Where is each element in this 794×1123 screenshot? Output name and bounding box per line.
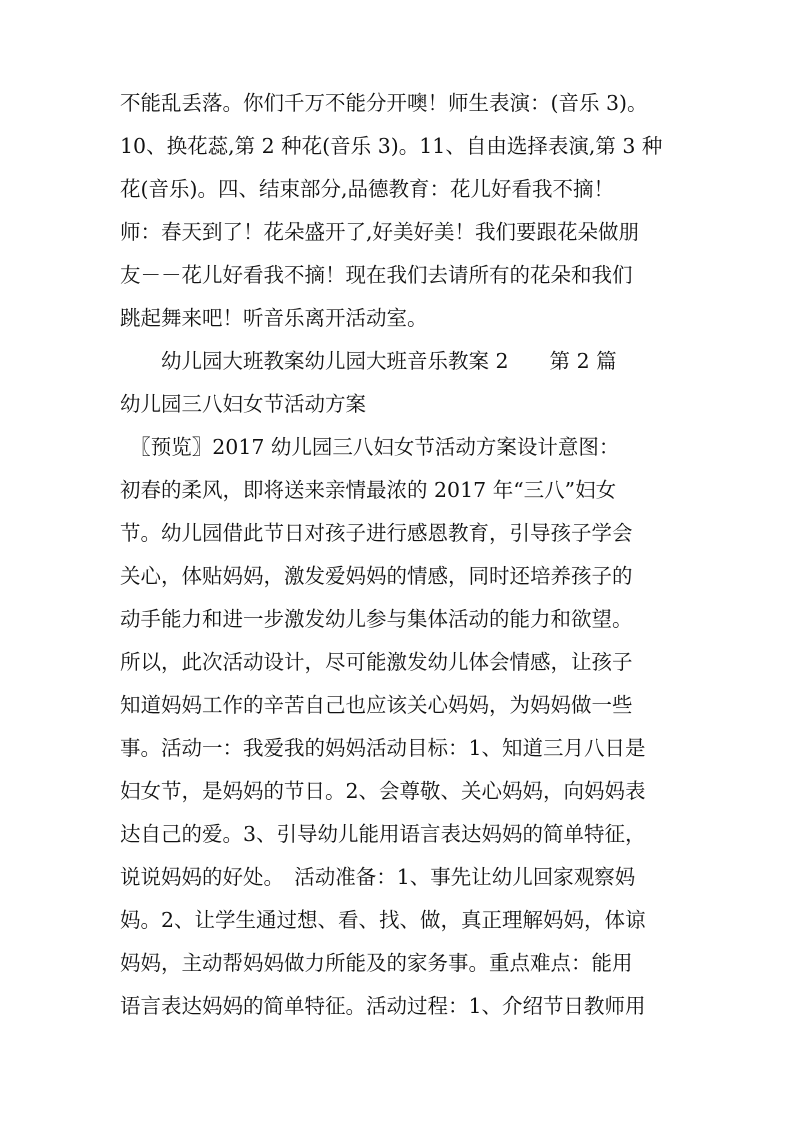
text-line: 知道妈妈工作的辛苦自己也应该关心妈妈，为妈妈做一些 xyxy=(120,693,633,717)
section-heading: 幼儿园大班教案幼儿园大班音乐教案 2 第 2 篇 xyxy=(120,349,617,373)
text-line: 10、换花蕊,第 2 种花(音乐 3)。11、自由选择表演,第 3 种 xyxy=(120,134,663,158)
text-line: 妈。2、让学生通过想、看、找、做，真正理解妈妈，体谅 xyxy=(120,908,646,932)
text-line: 不能乱丢落。你们千万不能分开噢！师生表演：(音乐 3)。 xyxy=(120,91,648,115)
text-line: 所以，此次活动设计，尽可能激发幼儿体会情感，让孩子 xyxy=(120,650,633,674)
text-line: 跳起舞来吧！听音乐离开活动室。 xyxy=(120,306,428,330)
text-line: 节。幼儿园借此节日对孩子进行感恩教育，引导孩子学会 xyxy=(120,521,633,545)
text-line: 达自己的爱。3、引导幼儿能用语言表达妈妈的简单特征， xyxy=(120,822,646,846)
text-line: 〖预览〗2017 幼儿园三八妇女节活动方案设计意图： xyxy=(120,435,620,459)
text-line: 语言表达妈妈的简单特征。活动过程：1、介绍节日教师用 xyxy=(120,994,646,1018)
text-line: 师：春天到了！花朵盛开了,好美好美！我们要跟花朵做朋 xyxy=(120,220,640,244)
text-line: 事。活动一：我爱我的妈妈活动目标：1、知道三月八日是 xyxy=(120,736,646,760)
text-line: 友－－花儿好看我不摘！现在我们去请所有的花朵和我们 xyxy=(120,263,633,287)
text-line: 说说妈妈的好处。 活动准备：1、事先让幼儿回家观察妈 xyxy=(120,865,636,889)
text-line: 关心，体贴妈妈，激发爱妈妈的情感，同时还培养孩子的 xyxy=(120,564,633,588)
text-line: 妇女节，是妈妈的节日。2、会尊敬、关心妈妈，向妈妈表 xyxy=(120,779,646,803)
section-title: 幼儿园三八妇女节活动方案 xyxy=(120,392,366,416)
text-line: 花(音乐)。四、结束部分,品德教育：花儿好看我不摘！ xyxy=(120,177,615,201)
text-line: 动手能力和进一步激发幼儿参与集体活动的能力和欲望。 xyxy=(120,607,633,631)
text-line: 初春的柔风，即将送来亲情最浓的 2017 年“三八”妇女 xyxy=(120,478,617,502)
text-line: 妈妈，主动帮妈妈做力所能及的家务事。重点难点：能用 xyxy=(120,951,633,975)
